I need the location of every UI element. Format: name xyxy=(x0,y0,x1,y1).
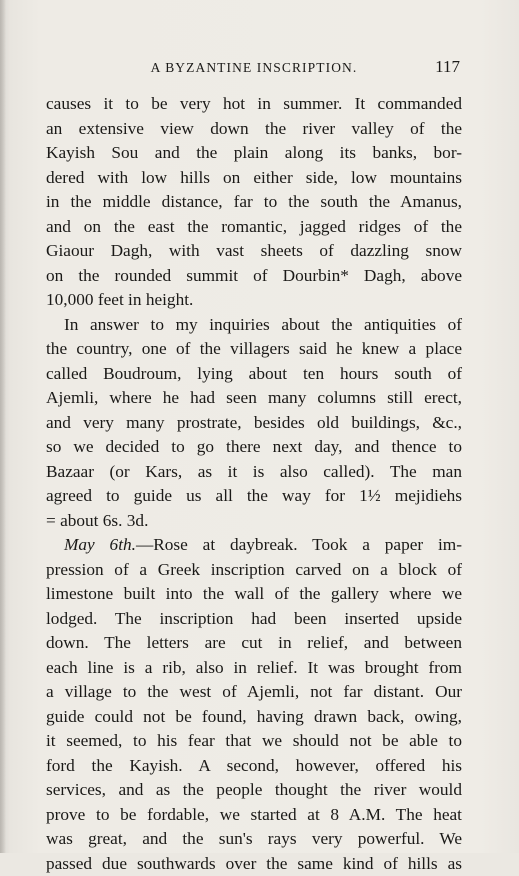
text-line: lodged. The inscription had been inserted upside xyxy=(46,607,462,632)
paragraph-start-line: In answer to my inquiries about the antiquities of xyxy=(46,313,462,338)
text-line: and very many prostrate, besides old buildings, &c., xyxy=(46,411,462,436)
text-line: and on the east the romantic, jagged ridges of the xyxy=(46,215,462,240)
text-line: Bazaar (or Kars, as it is also called). The man xyxy=(46,460,462,485)
text-line: agreed to guide us all the way for 1½ mejidiehs xyxy=(46,484,462,509)
text-line: passed due southwards over the same kind of hills as xyxy=(46,852,462,876)
text-line: prove to be fordable, we started at 8 A.M. The heat xyxy=(46,803,462,828)
text-line: causes it to be very hot in summer. It commanded xyxy=(46,92,462,117)
text-line: the country, one of the villagers said he knew a place xyxy=(46,337,462,362)
text-line: Kayish Sou and the plain along its banks, bor- xyxy=(46,141,462,166)
text-line: an extensive view down the river valley of the xyxy=(46,117,462,142)
text-line: pression of a Greek inscription carved on a block of xyxy=(46,558,462,583)
text-line: limestone built into the wall of the gallery where we xyxy=(46,582,462,607)
diary-entry-line: May 6th.—Rose at daybreak. Took a paper im- xyxy=(46,533,462,558)
text-line: it seemed, to his fear that we should not be able to xyxy=(46,729,462,754)
body-text xyxy=(46,92,462,876)
paragraph-end-line: 10,000 feet in height. xyxy=(46,288,462,313)
text-line: down. The letters are cut in relief, and between xyxy=(46,631,462,656)
text-line: each line is a rib, also in relief. It was brought from xyxy=(46,656,462,681)
spine-shadow xyxy=(0,0,6,853)
text-line: so we decided to go there next day, and thence to xyxy=(46,435,462,460)
text-line: ford the Kayish. A second, however, offered his xyxy=(46,754,462,779)
text-line: called Boudroum, lying about ten hours south of xyxy=(46,362,462,387)
running-head xyxy=(46,56,462,80)
text-line: guide could not be found, having drawn back, owing, xyxy=(46,705,462,730)
text-line: Giaour Dagh, with vast sheets of dazzling snow xyxy=(46,239,462,264)
text-line: on the rounded summit of Dourbin* Dagh, above xyxy=(46,264,462,289)
text-line: services, and as the people thought the river would xyxy=(46,778,462,803)
paragraph-end-line: = about 6s. 3d. xyxy=(46,509,462,534)
text-line: in the middle distance, far to the south the Amanus, xyxy=(46,190,462,215)
text-line: Ajemli, where he had seen many columns still erect, xyxy=(46,386,462,411)
text-line: was great, and the sun's rays very powerful. We xyxy=(46,827,462,852)
text-line: a village to the west of Ajemli, not far distant. Our xyxy=(46,680,462,705)
page-number: 117 xyxy=(435,57,460,77)
text-line: dered with low hills on either side, low mountains xyxy=(46,166,462,191)
running-title: A BYZANTINE INSCRIPTION. xyxy=(46,60,462,76)
